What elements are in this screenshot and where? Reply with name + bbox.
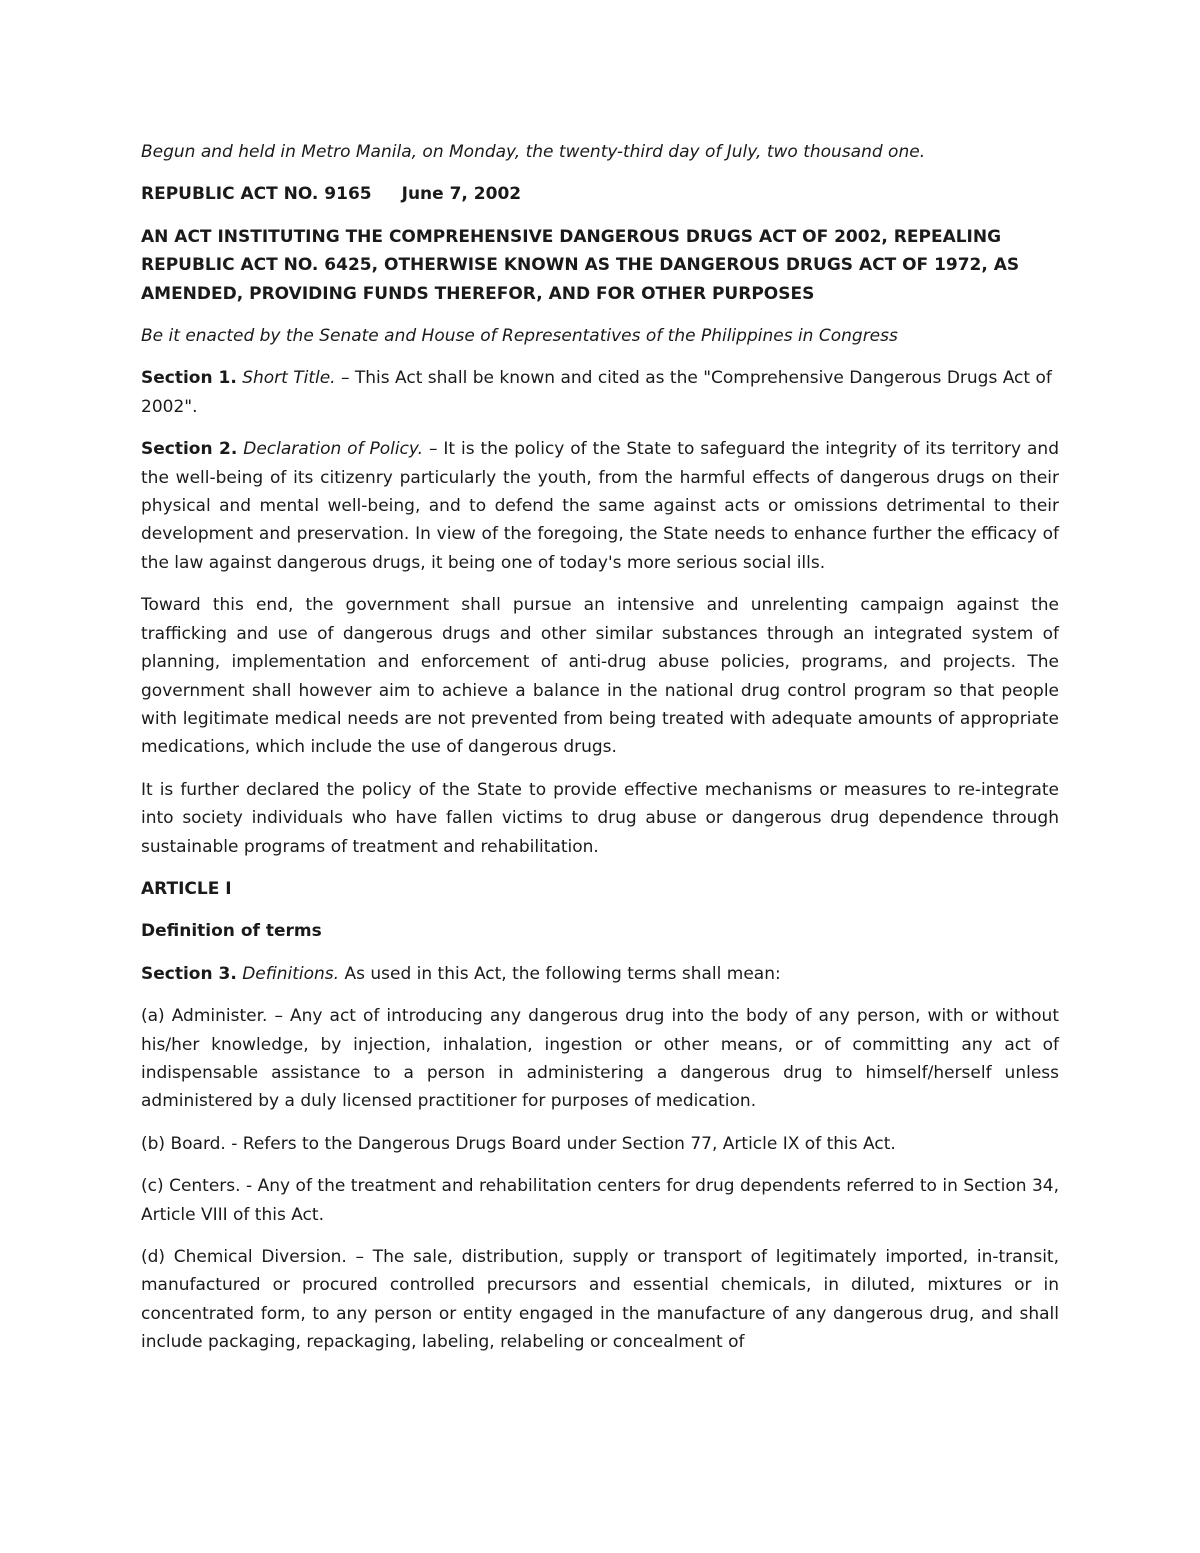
act-header: [141, 180, 1059, 208]
section-3-label: Section 3.: [141, 963, 237, 984]
act-title: AN ACT INSTITUTING THE COMPREHENSIVE DANGEROUS DRUGS ACT OF 2002, REPEALING REPUBLIC ACT NO. 6425, OTHERWISE KNOWN AS THE DANGEROUS DRUGS ACT OF 1972, AS AMENDED, PROVIDING FUNDS THEREFOR, AND FOR OTHER PURPOSES: [141, 226, 1020, 304]
section-3-heading: Definitions.: [242, 963, 340, 984]
section-2-paragraph-2: Toward this end, the government shall pursue an intensive and unrelenting campaign against the trafficking and use of dangerous drugs and other similar substances through an integrated system of planning, implementation and enforcement of anti-drug abuse policies, programs, and projects. The government shall however aim to achieve a balance in the national drug control program so that people with legitimate medical needs are not prevented from being treated with adequate amounts of appropriate medications, which include the use of dangerous drugs.: [141, 595, 1059, 758]
definition-a: (a) Administer. – Any act of introducing any dangerous drug into the body of any person, with or without his/her knowledge, by injection, inhalation, ingestion or other means, or of committing any act of indispensable assistance to a person in administering a dangerous drug to himself/herself unless administered by a duly licensed practitioner for purposes of medication.: [141, 1006, 1059, 1112]
section-1-heading: Short Title.: [242, 368, 336, 389]
act-number: REPUBLIC ACT NO. 9165: [141, 184, 372, 205]
preamble: Begun and held in Metro Manila, on Monday, the twenty-third day of July, two thousand one.: [141, 142, 926, 162]
section-2-heading: Declaration of Policy.: [243, 439, 424, 460]
section-3-text: As used in this Act, the following terms shall mean:: [339, 963, 781, 984]
article-1-title: Definition of terms: [141, 921, 322, 942]
section-3: [141, 960, 1059, 988]
section-1-label: Section 1.: [141, 368, 237, 389]
section-2-paragraph-3: It is further declared the policy of the State to provide effective mechanisms or measures to re-integrate into society individuals who have fallen victims to drug abuse or dangerous drug dependence through sustainable programs of treatment and rehabilitation.: [141, 779, 1059, 857]
section-1-text: – This Act shall be known and cited as the "Comprehensive Dangerous Drugs Act of 2002".: [141, 368, 1052, 417]
definition-c: (c) Centers. - Any of the treatment and rehabilitation centers for drug dependents referred to in Section 34, Article VIII of this Act.: [141, 1176, 1059, 1225]
enacting-clause: Be it enacted by the Senate and House of Representatives of the Philippines in Congress: [141, 326, 898, 347]
article-1-label: ARTICLE I: [141, 878, 232, 899]
document-page: [141, 138, 1059, 1371]
section-1: [141, 364, 1059, 421]
section-2: [141, 435, 1059, 577]
section-2-label: Section 2.: [141, 439, 238, 460]
definition-d: (d) Chemical Diversion. – The sale, distribution, supply or transport of legitimately imported, in-transit, manufactured or procured controlled precursors and essential chemicals, in diluted, mixtures or in concentrated form, to any person or entity engaged in the manufacture of any dangerous drug, and shall include packaging, repackaging, labeling, relabeling or concealment of: [141, 1247, 1059, 1353]
definition-b: (b) Board. - Refers to the Dangerous Drugs Board under Section 77, Article IX of this Act.: [141, 1133, 896, 1154]
act-date: June 7, 2002: [401, 184, 522, 205]
section-2-text: – It is the policy of the State to safeguard the integrity of its territory and the well-being of its citizenry particularly the youth, from the harmful effects of dangerous drugs on their physical and mental well-being, and to defend the same against acts or omissions detrimental to their development and preservation. In view of the foregoing, the State needs to enhance further the efficacy of the law against dangerous drugs, it being one of today's more serious social ills.: [141, 439, 1059, 573]
